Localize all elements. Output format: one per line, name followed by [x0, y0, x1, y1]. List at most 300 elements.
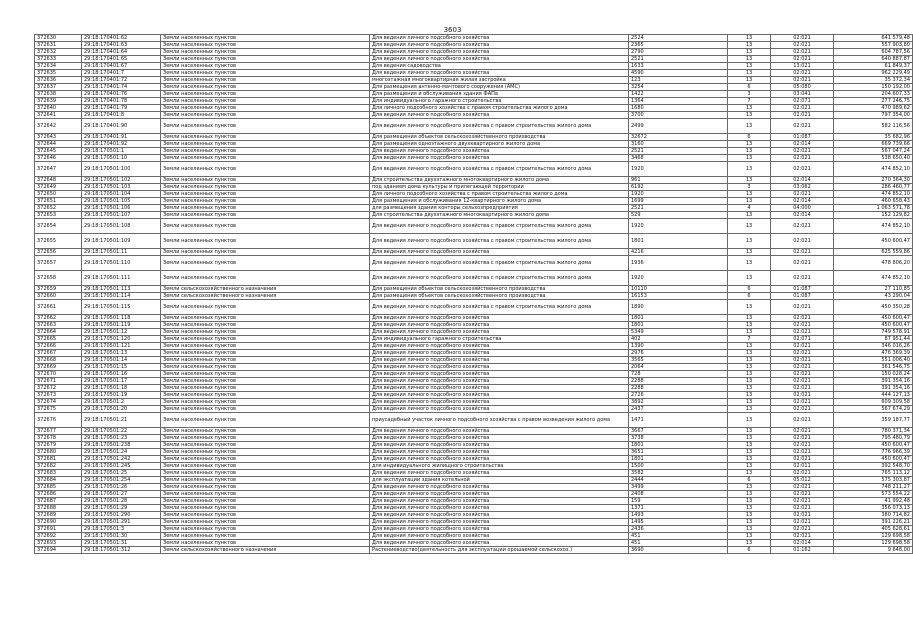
table-row: [35, 406, 913, 413]
cadastral-number-cell: 29:18:170501:105: [82, 198, 161, 205]
permitted-use-cell: Для размещения и обслуживания 12-квартирного жилого дома: [370, 198, 629, 205]
table-row: [35, 212, 913, 219]
row-number-cell: 372677: [35, 428, 82, 435]
area-cell: 1920: [629, 271, 728, 286]
group-code-cell: 13: [728, 56, 771, 63]
cadastral-number-cell: 29:18:170401:76: [82, 91, 161, 98]
table-row: [35, 484, 913, 491]
land-category-cell: Земли населенных пунктов: [161, 56, 370, 63]
area-cell: 123: [629, 77, 728, 84]
cadastral-value-cell: 359 187,77: [834, 413, 913, 428]
cadastral-number-cell: 29:18:170401:64: [82, 49, 161, 56]
cadastral-number-cell: 29:18:170501:24: [82, 449, 161, 456]
area-cell: 2444: [629, 477, 728, 484]
use-code-cell: 03:062: [771, 184, 834, 191]
use-code-cell: 03:041: [771, 91, 834, 98]
cadastral-number-cell: 29:18:170501:13: [82, 350, 161, 357]
group-code-cell: 13: [728, 449, 771, 456]
table-row: [35, 105, 913, 112]
cadastral-number-cell: 29:18:170401:63: [82, 42, 161, 49]
table-row: [35, 442, 913, 449]
use-code-cell: 02:021: [771, 234, 834, 249]
row-number-cell: 372692: [35, 533, 82, 540]
row-number-cell: 372645: [35, 148, 82, 155]
use-code-cell: 02:021: [771, 322, 834, 329]
cadastral-value-cell: 444 127,13: [834, 392, 913, 399]
area-cell: 16153: [629, 293, 728, 300]
row-number-cell: 372652: [35, 205, 82, 212]
use-code-cell: 02:021: [771, 470, 834, 477]
cadastral-number-cell: 29:18:170501:118: [82, 315, 161, 322]
cadastral-number-cell: 29:18:170401:74: [82, 84, 161, 91]
cadastral-value-cell: 1 063 571,78: [834, 205, 913, 212]
table-row: [35, 56, 913, 63]
cadastral-number-cell: 29:18:170501:3: [82, 526, 161, 533]
cadastral-value-cell: 405 628,61: [834, 526, 913, 533]
use-code-cell: 02:021: [771, 148, 834, 155]
land-category-cell: Земли населенных пунктов: [161, 477, 370, 484]
area-cell: 159: [629, 498, 728, 505]
group-code-cell: 13: [728, 155, 771, 162]
permitted-use-cell: Для ведения личного подсобного хозяйства: [370, 435, 629, 442]
table-row: [35, 505, 913, 512]
land-category-cell: Земли населенных пунктов: [161, 435, 370, 442]
group-code-cell: 13: [728, 498, 771, 505]
row-number-cell: 372636: [35, 77, 82, 84]
use-code-cell: 02:021: [771, 385, 834, 392]
land-category-cell: Земли населенных пунктов: [161, 392, 370, 399]
group-code-cell: 13: [728, 300, 771, 315]
land-category-cell: Земли населенных пунктов: [161, 191, 370, 198]
permitted-use-cell: Для ведения личного подсобного хозяйства: [370, 329, 629, 336]
cadastral-number-cell: 29:18:170401:65: [82, 56, 161, 63]
permitted-use-cell: Для размещения объектов сельскохозяйственного производства: [370, 286, 629, 293]
group-code-cell: 13: [728, 512, 771, 519]
area-cell: 2408: [629, 491, 728, 498]
land-category-cell: Земли населенных пунктов: [161, 385, 370, 392]
permitted-use-cell: Для ведения личного подсобного хозяйства: [370, 56, 629, 63]
row-number-cell: 372635: [35, 70, 82, 77]
cadastral-number-cell: 29:18:170501:1: [82, 148, 161, 155]
row-number-cell: 372686: [35, 491, 82, 498]
cadastral-value-cell: 474 852,10: [834, 271, 913, 286]
use-code-cell: 02:021: [771, 105, 834, 112]
cadastral-number-cell: 29:18:170501:104: [82, 191, 161, 198]
group-code-cell: 13: [728, 119, 771, 134]
cadastral-value-cell: 625 559,86: [834, 249, 913, 256]
cadastral-number-cell: 29:18:170501:107: [82, 212, 161, 219]
row-number-cell: 372662: [35, 315, 82, 322]
row-number-cell: 372665: [35, 336, 82, 343]
page-number: 3603: [443, 26, 462, 34]
permitted-use-cell: Для ведения личного подсобного хозяйства с правом строительства жилого дома: [370, 300, 629, 315]
group-code-cell: 13: [728, 35, 771, 42]
permitted-use-cell: Для личного подсобного хозяйства с правом строительства жилого дома: [370, 191, 629, 198]
cadastral-number-cell: 29:18:170501:121: [82, 343, 161, 350]
group-code-cell: 3: [728, 184, 771, 191]
permitted-use-cell: Для ведения личного подсобного хозяйства: [370, 533, 629, 540]
group-code-cell: 13: [728, 315, 771, 322]
use-code-cell: 02:021: [771, 119, 834, 134]
use-code-cell: 02:014: [771, 212, 834, 219]
use-code-cell: 02:021: [771, 526, 834, 533]
cadastral-value-cell: 277 246,75: [834, 98, 913, 105]
cadastral-value-cell: 346 016,26: [834, 343, 913, 350]
row-number-cell: 372633: [35, 56, 82, 63]
land-category-cell: Земли населенных пунктов: [161, 329, 370, 336]
row-number-cell: 372649: [35, 184, 82, 191]
permitted-use-cell: Для ведения личного подсобного хозяйства: [370, 35, 629, 42]
area-cell: 3738: [629, 435, 728, 442]
permitted-use-cell: Для размещения одноэтажного двухквартирного жилого дома: [370, 141, 629, 148]
table-row: [35, 399, 913, 406]
group-code-cell: 13: [728, 112, 771, 119]
cadastral-value-cell: 129 698,58: [834, 540, 913, 547]
area-cell: 3700: [629, 112, 728, 119]
table-row: [35, 256, 913, 271]
land-category-cell: Земли населенных пунктов: [161, 428, 370, 435]
area-cell: 2521: [629, 205, 728, 212]
cadastral-value-cell: 204 607,33: [834, 91, 913, 98]
area-cell: 1920: [629, 219, 728, 234]
table-row: [35, 547, 913, 554]
row-number-cell: 372673: [35, 392, 82, 399]
cadastral-number-cell: 29:18:170501:115: [82, 300, 161, 315]
table-row: [35, 119, 913, 134]
cadastral-number-cell: 29:18:170501:111: [82, 271, 161, 286]
land-category-cell: Земли населенных пунктов: [161, 70, 370, 77]
use-code-cell: 02:071: [771, 336, 834, 343]
row-number-cell: 372641: [35, 112, 82, 119]
cadastral-number-cell: 29:18:170501:242: [82, 456, 161, 463]
area-cell: 1699: [629, 198, 728, 205]
cadastral-value-cell: 765 113,12: [834, 470, 913, 477]
use-code-cell: 02:014: [771, 540, 834, 547]
area-cell: 961: [629, 177, 728, 184]
group-code-cell: 13: [728, 70, 771, 77]
permitted-use-cell: Для ведения личного подсобного хозяйства с правом строительства жилого дома: [370, 219, 629, 234]
cadastral-number-cell: 29:18:170501:110: [82, 256, 161, 271]
cadastral-value-cell: 450 600,47: [834, 315, 913, 322]
land-category-cell: Земли населенных пунктов: [161, 371, 370, 378]
row-number-cell: 372632: [35, 49, 82, 56]
area-cell: 2437: [629, 406, 728, 413]
table-row: [35, 456, 913, 463]
area-cell: 3565: [629, 357, 728, 364]
table-row: [35, 491, 913, 498]
permitted-use-cell: Для индивидуального гаражного строительства: [370, 98, 629, 105]
cadastral-number-cell: 29:18:170401:67: [82, 63, 161, 70]
table-row: [35, 84, 913, 91]
land-category-cell: Земли сельскохозяйственного назначения: [161, 286, 370, 293]
table-row: [35, 42, 913, 49]
group-code-cell: 13: [728, 364, 771, 371]
land-category-cell: Земли населенных пунктов: [161, 470, 370, 477]
table-row: [35, 343, 913, 350]
permitted-use-cell: Для строительства двухэтажного многоквартирного жилого дома: [370, 177, 629, 184]
cadastral-value-cell: 962 229,49: [834, 70, 913, 77]
permitted-use-cell: Для ведения личного подсобного хозяйства: [370, 526, 629, 533]
row-number-cell: 372637: [35, 84, 82, 91]
area-cell: 1390: [629, 343, 728, 350]
use-code-cell: 02:014: [771, 198, 834, 205]
land-category-cell: Земли населенных пунктов: [161, 49, 370, 56]
area-cell: 402: [629, 336, 728, 343]
land-category-cell: Земли населенных пунктов: [161, 413, 370, 428]
land-category-cell: Земли населенных пунктов: [161, 315, 370, 322]
row-number-cell: 372643: [35, 134, 82, 141]
cadastral-number-cell: 29:18:170501:26: [82, 484, 161, 491]
row-number-cell: 372691: [35, 526, 82, 533]
row-number-cell: 372660: [35, 293, 82, 300]
row-number-cell: 372670: [35, 371, 82, 378]
table-row: [35, 463, 913, 470]
cadastral-number-cell: 29:18:170501:100: [82, 162, 161, 177]
use-code-cell: 02:021: [771, 271, 834, 286]
land-category-cell: Земли населенных пунктов: [161, 449, 370, 456]
land-category-cell: Земли населенных пунктов: [161, 198, 370, 205]
table-row: [35, 385, 913, 392]
table-row: [35, 526, 913, 533]
land-category-cell: Земли населенных пунктов: [161, 540, 370, 547]
use-code-cell: 02:021: [771, 428, 834, 435]
row-number-cell: 372661: [35, 300, 82, 315]
table-row: [35, 512, 913, 519]
table-body: [35, 35, 913, 554]
cadastral-value-cell: 152 129,82: [834, 212, 913, 219]
permitted-use-cell: Для ведения садоводства: [370, 63, 629, 70]
cadastral-value-cell: 538 650,40: [834, 155, 913, 162]
area-cell: 1500: [629, 463, 728, 470]
use-code-cell: 02:021: [771, 249, 834, 256]
land-category-cell: Земли населенных пунктов: [161, 491, 370, 498]
table-row: [35, 286, 913, 293]
permitted-use-cell: Для ведения личного подсобного хозяйства: [370, 343, 629, 350]
cadastral-value-cell: 573 554,22: [834, 491, 913, 498]
group-code-cell: 13: [728, 463, 771, 470]
row-number-cell: 372634: [35, 63, 82, 70]
area-cell: 6192: [629, 184, 728, 191]
group-code-cell: 7: [728, 98, 771, 105]
table-row: [35, 70, 913, 77]
permitted-use-cell: многоэтажная многоквартирная жилая застройка: [370, 77, 629, 84]
cadastral-number-cell: 29:18:170501:23: [82, 435, 161, 442]
group-code-cell: 13: [728, 428, 771, 435]
cadastral-number-cell: 29:18:170501:290: [82, 512, 161, 519]
area-cell: 3667: [629, 428, 728, 435]
permitted-use-cell: Для ведения личного подсобного хозяйства: [370, 155, 629, 162]
use-code-cell: 04:000: [771, 205, 834, 212]
area-cell: 1801: [629, 315, 728, 322]
row-number-cell: 372642: [35, 119, 82, 134]
cadastral-value-cell: 575 303,87: [834, 477, 913, 484]
cadastral-number-cell: 29:18:170501:10: [82, 155, 161, 162]
row-number-cell: 372689: [35, 512, 82, 519]
permitted-use-cell: Для ведения личного подсобного хозяйства: [370, 70, 629, 77]
cadastral-value-cell: 450 600,47: [834, 456, 913, 463]
cadastral-value-cell: 270 364,30: [834, 177, 913, 184]
permitted-use-cell: Для ведения личного подсобного хозяйства: [370, 148, 629, 155]
table-row: [35, 336, 913, 343]
row-number-cell: 372630: [35, 35, 82, 42]
permitted-use-cell: Растениеводство(деятельность для эксплуатации орошаемой сельскохоз.): [370, 547, 629, 554]
land-category-cell: Земли населенных пунктов: [161, 162, 370, 177]
cadastral-value-cell: 797 354,00: [834, 112, 913, 119]
table-row: [35, 435, 913, 442]
row-number-cell: 372659: [35, 286, 82, 293]
area-cell: 1422: [629, 91, 728, 98]
table-row: [35, 315, 913, 322]
cadastral-value-cell: 567 047,24: [834, 148, 913, 155]
row-number-cell: 372654: [35, 219, 82, 234]
permitted-use-cell: Для ведения личного подсобного хозяйства: [370, 442, 629, 449]
use-code-cell: 02:021: [771, 329, 834, 336]
use-code-cell: 02:021: [771, 392, 834, 399]
permitted-use-cell: Для ведения личного подсобного хозяйства: [370, 512, 629, 519]
cadastral-number-cell: 29:18:170501:119: [82, 322, 161, 329]
group-code-cell: 13: [728, 378, 771, 385]
land-category-cell: Земли населенных пунктов: [161, 399, 370, 406]
cadastral-number-cell: 29:18:170501:25: [82, 470, 161, 477]
group-code-cell: 13: [728, 526, 771, 533]
cadastral-value-cell: 795 480,79: [834, 435, 913, 442]
area-cell: 3651: [629, 449, 728, 456]
use-code-cell: 02:021: [771, 435, 834, 442]
land-category-cell: Земли населенных пунктов: [161, 42, 370, 49]
row-number-cell: 372650: [35, 191, 82, 198]
group-code-cell: 6: [728, 547, 771, 554]
permitted-use-cell: Для размещения антенно-мачтового сооружения (АМС): [370, 84, 629, 91]
land-category-cell: Земли населенных пунктов: [161, 498, 370, 505]
land-category-cell: Земли населенных пунктов: [161, 456, 370, 463]
land-category-cell: Земли населенных пунктов: [161, 300, 370, 315]
area-cell: 2521: [629, 148, 728, 155]
permitted-use-cell: Для ведения личного подсобного хозяйства: [370, 449, 629, 456]
row-number-cell: 372693: [35, 540, 82, 547]
permitted-use-cell: Для ведения личного подсобного хозяйства: [370, 399, 629, 406]
use-code-cell: 02:021: [771, 315, 834, 322]
table-row: [35, 498, 913, 505]
area-cell: 2521: [629, 56, 728, 63]
area-cell: 2499: [629, 119, 728, 134]
row-number-cell: 372688: [35, 505, 82, 512]
use-code-cell: 02:021: [771, 378, 834, 385]
table-row: [35, 134, 913, 141]
row-number-cell: 372680: [35, 449, 82, 456]
use-code-cell: 01:087: [771, 134, 834, 141]
land-category-cell: Земли населенных пунктов: [161, 98, 370, 105]
table-row: [35, 293, 913, 300]
cadastral-number-cell: 29:18:170501:17: [82, 378, 161, 385]
cadastral-number-cell: 29:18:170501:238: [82, 442, 161, 449]
row-number-cell: 372640: [35, 105, 82, 112]
row-number-cell: 372651: [35, 198, 82, 205]
cadastral-number-cell: 29:18:170501:254: [82, 477, 161, 484]
table-row: [35, 519, 913, 526]
row-number-cell: 372682: [35, 463, 82, 470]
group-code-cell: 13: [728, 329, 771, 336]
row-number-cell: 372638: [35, 91, 82, 98]
row-number-cell: 372671: [35, 378, 82, 385]
table-row: [35, 177, 913, 184]
table-row: [35, 428, 913, 435]
land-category-cell: Земли населенных пунктов: [161, 442, 370, 449]
land-category-cell: Земли населенных пунктов: [161, 91, 370, 98]
group-code-cell: 13: [728, 219, 771, 234]
cadastral-number-cell: 29:18:170501:14: [82, 357, 161, 364]
permitted-use-cell: Для ведения личного подсобного хозяйства: [370, 519, 629, 526]
cadastral-number-cell: 29:18:170501:106: [82, 205, 161, 212]
cadastral-number-cell: 29:18:170501:245: [82, 463, 161, 470]
table-row: [35, 148, 913, 155]
use-code-cell: 02:021: [771, 112, 834, 119]
table-row: [35, 141, 913, 148]
use-code-cell: 02:021: [771, 155, 834, 162]
group-code-cell: 13: [728, 470, 771, 477]
group-code-cell: 13: [728, 177, 771, 184]
area-cell: 2976: [629, 350, 728, 357]
use-code-cell: 05:080: [771, 84, 834, 91]
cadastral-value-cell: 780 371,34: [834, 428, 913, 435]
permitted-use-cell: Для ведения личного подсобного хозяйства: [370, 428, 629, 435]
cadastral-value-cell: 41 992,48: [834, 498, 913, 505]
cadastral-value-cell: 391 354,16: [834, 385, 913, 392]
land-category-cell: Земли населенных пунктов: [161, 212, 370, 219]
cadastral-value-cell: 450 600,47: [834, 442, 913, 449]
area-cell: 3892: [629, 399, 728, 406]
row-number-cell: 372658: [35, 271, 82, 286]
land-category-cell: Земли населенных пунктов: [161, 364, 370, 371]
permitted-use-cell: Для ведения личного подсобного хозяйства: [370, 249, 629, 256]
land-category-cell: Земли населенных пунктов: [161, 134, 370, 141]
permitted-use-cell: Для ведения личного подсобного хозяйства: [370, 364, 629, 371]
row-number-cell: 372656: [35, 249, 82, 256]
permitted-use-cell: Для ведения личного подсобного хозяйства с правом строительства жилого дома: [370, 119, 629, 134]
land-category-cell: Земли сельскохозяйственного назначения: [161, 293, 370, 300]
row-number-cell: 372639: [35, 98, 82, 105]
land-category-cell: Земли населенных пунктов: [161, 519, 370, 526]
cadastral-value-cell: 604 787,56: [834, 49, 913, 56]
group-code-cell: 13: [728, 442, 771, 449]
land-category-cell: Земли населенных пунктов: [161, 533, 370, 540]
area-cell: 2726: [629, 392, 728, 399]
table-row: [35, 413, 913, 428]
row-number-cell: 372681: [35, 456, 82, 463]
permitted-use-cell: Для ведения личного подсобного хозяйства с правом строительства жилого дома: [370, 234, 629, 249]
row-number-cell: 372666: [35, 343, 82, 350]
group-code-cell: 13: [728, 435, 771, 442]
cadastral-value-cell: 391 226,21: [834, 519, 913, 526]
land-category-cell: Земли населенных пунктов: [161, 378, 370, 385]
area-cell: 2365: [629, 42, 728, 49]
permitted-use-cell: приусадебный участок личного подсобного хозяйства с правом возведения жилого дома: [370, 413, 629, 428]
cadastral-value-cell: 749 578,91: [834, 329, 913, 336]
group-code-cell: 13: [728, 385, 771, 392]
cadastral-number-cell: 29:18:170501:114: [82, 293, 161, 300]
table-row: [35, 98, 913, 105]
cadastral-number-cell: 29:18:170401:62: [82, 35, 161, 42]
permitted-use-cell: Для ведения личного подсобного хозяйства: [370, 350, 629, 357]
cadastral-value-cell: 27 110,85: [834, 286, 913, 293]
group-code-cell: 6: [728, 134, 771, 141]
area-cell: 2064: [629, 364, 728, 371]
cadastral-value-cell: 474 852,10: [834, 162, 913, 177]
permitted-use-cell: Для строительства двухэтажного многоквартирного жилого дома: [370, 212, 629, 219]
permitted-use-cell: Для ведения личного подсобного хозяйства: [370, 505, 629, 512]
cadastral-value-cell: 669 739,66: [834, 141, 913, 148]
area-cell: 3468: [629, 155, 728, 162]
land-category-cell: Земли населенных пунктов: [161, 205, 370, 212]
